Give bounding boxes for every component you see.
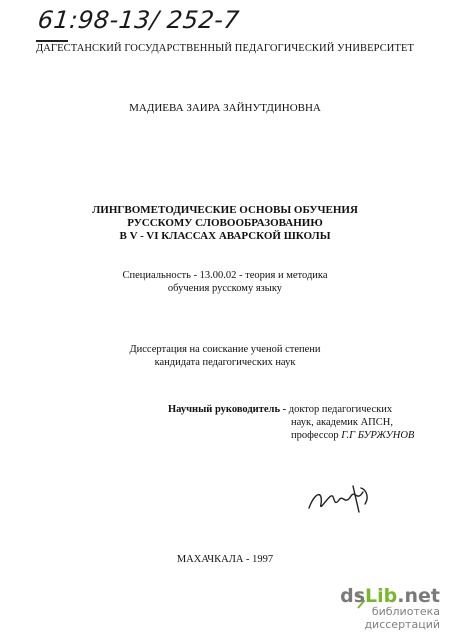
specialty-line-2: обучения русскому языку xyxy=(167,283,283,294)
watermark-brand xyxy=(300,585,440,607)
dissertation-title xyxy=(0,204,450,243)
author-name: МАДИЕВА ЗАИРА ЗАЙНУТДИНОВНА xyxy=(129,102,321,114)
supervisor-degree: доктор педагогических xyxy=(286,404,393,415)
supervisor-line-1 xyxy=(168,403,414,416)
supervisor-line-2: наук, академик АПСН, xyxy=(291,417,393,428)
handwritten-archive-code: 61:98-13/ 252-7 xyxy=(36,6,241,34)
supervisor-block xyxy=(168,403,414,442)
watermark-subtitle: библиотека диссертаций xyxy=(364,605,440,631)
title-line-3: В V - VI КЛАССАХ АВАРСКОЙ ШКОЛЫ xyxy=(119,230,331,242)
handwritten-signature xyxy=(305,478,375,520)
watermark-brand-prefix: ds xyxy=(340,585,366,607)
supervisor-label: Научный руководитель - xyxy=(168,404,287,415)
specialty-line-1: Специальность - 13.00.02 - теория и методика xyxy=(122,270,328,281)
title-line-2: РУССКОМУ СЛОВООБРАЗОВАНИЮ xyxy=(127,217,323,229)
watermark-brand-suffix: .net xyxy=(397,585,440,607)
degree-line-2: кандидата педагогических наук xyxy=(154,357,296,368)
watermark-brand-lib: Lib xyxy=(365,585,398,607)
supervisor-name: Г.Г БУРЖУНОВ xyxy=(341,430,415,441)
title-line-1: ЛИНГВОМЕТОДИЧЕСКИЕ ОСНОВЫ ОБУЧЕНИЯ xyxy=(92,204,358,216)
handwritten-underline xyxy=(36,40,68,42)
specialty-block xyxy=(0,269,450,295)
supervisor-line-3 xyxy=(168,429,414,442)
degree-line-1: Диссертация на соискание ученой степени xyxy=(129,344,321,355)
supervisor-title: профессор xyxy=(291,430,342,441)
city-and-year: МАХАЧКАЛА - 1997 xyxy=(176,554,274,565)
dslib-watermark xyxy=(300,585,440,631)
university-name: ДАГЕСТАНСКИЙ ГОСУДАРСТВЕННЫЙ ПЕДАГОГИЧЕСКИЙ УНИВЕРСИТЕТ xyxy=(35,43,415,54)
degree-statement xyxy=(0,343,450,369)
